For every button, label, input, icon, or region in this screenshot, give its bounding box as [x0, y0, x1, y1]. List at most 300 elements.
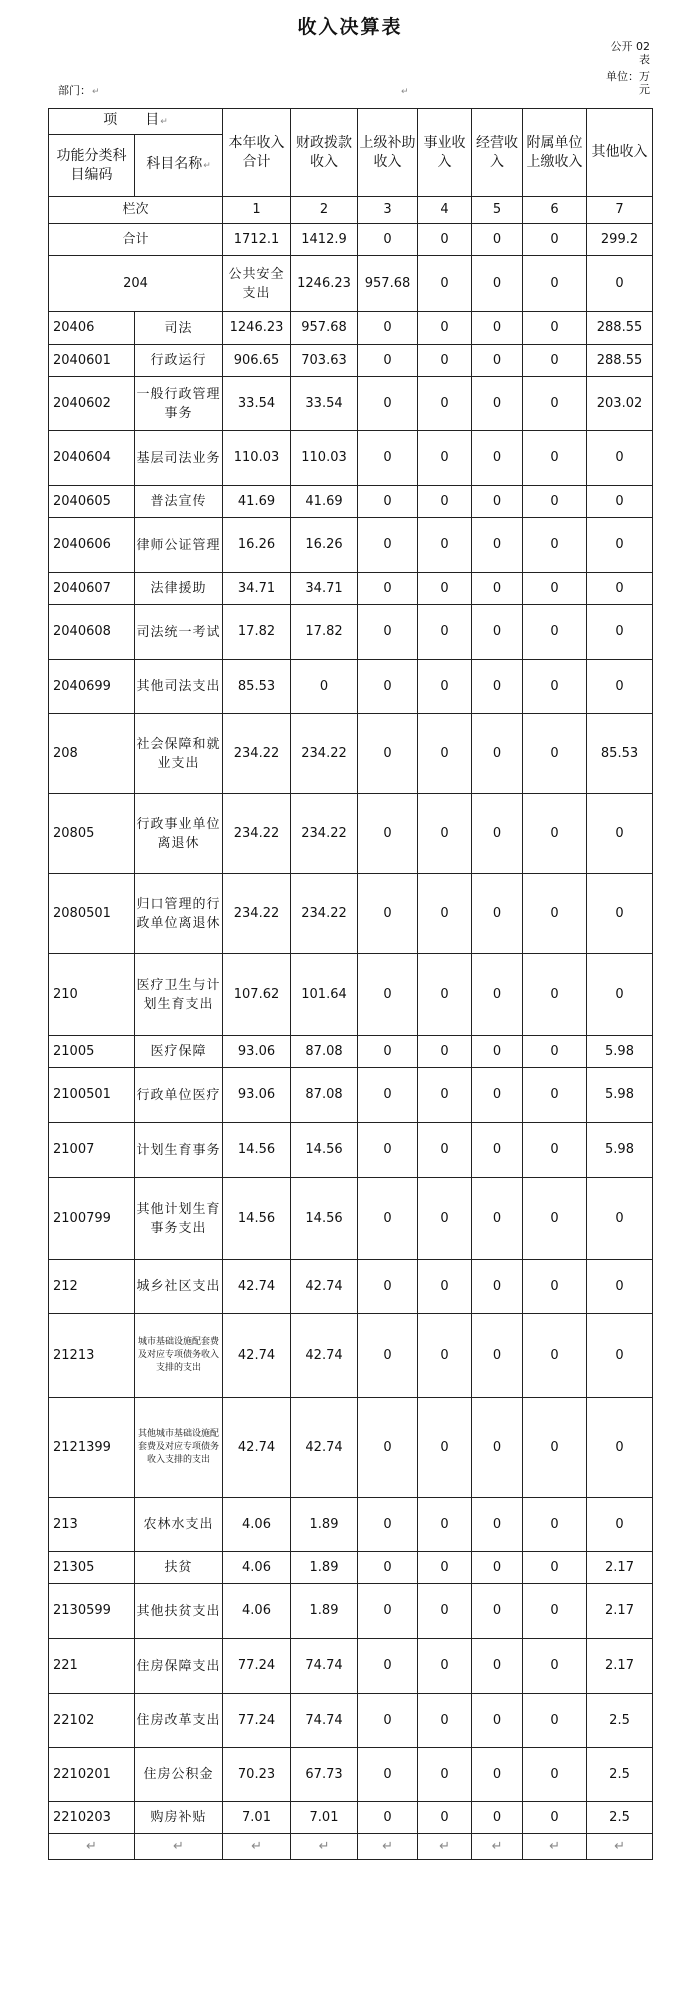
- value-cell: 234.22: [223, 714, 291, 794]
- total-label: 合计: [49, 224, 223, 256]
- value-cell: 0: [472, 431, 523, 486]
- total-value: 1712.1: [223, 224, 291, 256]
- value-cell: 0: [418, 605, 472, 660]
- subject-name-cell: 城市基础设施配套费及对应专项债务收入支排的支出: [135, 1314, 223, 1398]
- subject-name-cell: 住房改革支出: [135, 1694, 223, 1748]
- col-header-2: 财政拨款收入: [291, 109, 358, 197]
- subject-name-cell: 司法统一考试: [135, 605, 223, 660]
- subject-name-cell: 其他计划生育事务支出: [135, 1178, 223, 1260]
- table-row: [49, 518, 653, 573]
- value-cell: 1.89: [291, 1552, 358, 1584]
- value-cell: 0: [587, 1314, 653, 1398]
- value-cell: 0: [418, 431, 472, 486]
- value-cell: 0: [472, 714, 523, 794]
- value-cell: 0: [523, 1498, 587, 1552]
- table-row: [49, 1398, 653, 1498]
- value-cell: 0: [418, 377, 472, 431]
- empty-cell: ↵: [223, 1834, 291, 1860]
- empty-cell: ↵: [472, 1834, 523, 1860]
- value-cell: 0: [523, 573, 587, 605]
- subject-name-cell: 其他城市基础设施配套费及对应专项债务收入支排的支出: [135, 1398, 223, 1498]
- value-cell: 0: [418, 1694, 472, 1748]
- function-code-cell: 208: [49, 714, 135, 794]
- value-cell: 42.74: [291, 1260, 358, 1314]
- item-header: 项 目↵: [49, 109, 223, 135]
- value-cell: 0: [418, 874, 472, 954]
- value-cell: 0: [418, 518, 472, 573]
- value-cell: 0: [358, 1314, 418, 1398]
- function-code-cell: 221: [49, 1639, 135, 1694]
- value-cell: 0: [472, 486, 523, 518]
- value-cell: 0: [418, 1178, 472, 1260]
- value-cell: 0: [418, 1314, 472, 1398]
- value-cell: 0: [472, 874, 523, 954]
- subject-name-cell: 司法: [135, 312, 223, 345]
- value-cell: 0: [523, 714, 587, 794]
- value-cell: 1.89: [291, 1584, 358, 1639]
- value-cell: 0: [587, 874, 653, 954]
- function-code-cell: 2210203: [49, 1802, 135, 1834]
- value-cell: 0: [358, 1748, 418, 1802]
- subject-name-cell: 其他扶贫支出: [135, 1584, 223, 1639]
- value-cell: 288.55: [587, 312, 653, 345]
- value-cell: 0: [472, 1639, 523, 1694]
- value-cell: 0: [587, 1260, 653, 1314]
- col-header-7: 其他收入: [587, 109, 653, 197]
- value-cell: 0: [523, 1123, 587, 1178]
- value-cell: 0: [472, 1498, 523, 1552]
- value-cell: 0: [358, 1068, 418, 1123]
- value-cell: 0: [418, 660, 472, 714]
- subject-name-cell: 住房保障支出: [135, 1639, 223, 1694]
- value-cell: 0: [418, 1398, 472, 1498]
- function-code-cell: 2121399: [49, 1398, 135, 1498]
- value-cell: 0: [358, 1260, 418, 1314]
- value-cell: 0: [472, 1178, 523, 1260]
- value-cell: 0: [358, 1584, 418, 1639]
- value-cell: 14.56: [291, 1178, 358, 1260]
- value-cell: 77.24: [223, 1694, 291, 1748]
- value-cell: 0: [523, 1694, 587, 1748]
- value-cell: 41.69: [291, 486, 358, 518]
- value-cell: 0: [472, 605, 523, 660]
- value-cell: 234.22: [223, 874, 291, 954]
- value-cell: 2.5: [587, 1694, 653, 1748]
- value-cell: 0: [472, 573, 523, 605]
- subject-name-cell: 扶贫: [135, 1552, 223, 1584]
- revenue-table: [48, 108, 653, 1860]
- value-cell: 41.69: [223, 486, 291, 518]
- value-cell: 703.63: [291, 345, 358, 377]
- empty-cell: ↵: [587, 1834, 653, 1860]
- value-cell: 17.82: [223, 605, 291, 660]
- table-row: [49, 1314, 653, 1398]
- value-cell: 0: [418, 345, 472, 377]
- subject-name-cell: 社会保障和就业支出: [135, 714, 223, 794]
- function-code-cell: 2040699: [49, 660, 135, 714]
- function-code-cell: 22102: [49, 1694, 135, 1748]
- subject-name-cell: 归口管理的行政单位离退休: [135, 874, 223, 954]
- empty-cell: ↵: [523, 1834, 587, 1860]
- form-number: 公开 02 表: [610, 40, 650, 66]
- subject-name-cell: 医疗保障: [135, 1036, 223, 1068]
- empty-row: [49, 1834, 653, 1860]
- table-row: [49, 954, 653, 1036]
- value-cell: 0: [587, 486, 653, 518]
- value-cell: 14.56: [223, 1123, 291, 1178]
- value-cell: 0: [523, 1639, 587, 1694]
- value-cell: 110.03: [223, 431, 291, 486]
- col-header-4: 事业收入: [418, 109, 472, 197]
- subject-name-cell: 其他司法支出: [135, 660, 223, 714]
- value-cell: 0: [358, 1498, 418, 1552]
- value-cell: 0: [472, 954, 523, 1036]
- function-code-cell: 213: [49, 1498, 135, 1552]
- value-cell: 0: [472, 794, 523, 874]
- value-cell: 93.06: [223, 1036, 291, 1068]
- value-cell: 0: [358, 874, 418, 954]
- value-cell: 0: [358, 312, 418, 345]
- value-cell: 0: [472, 1260, 523, 1314]
- value-cell: 34.71: [291, 573, 358, 605]
- value-cell: 0: [523, 1068, 587, 1123]
- value-cell: 74.74: [291, 1694, 358, 1748]
- value-cell: 0: [358, 1552, 418, 1584]
- total-value: 1412.9: [291, 224, 358, 256]
- value-cell: 0: [587, 256, 653, 312]
- value-cell: 234.22: [291, 874, 358, 954]
- subject-name-cell: 行政单位医疗: [135, 1068, 223, 1123]
- value-cell: 0: [472, 1068, 523, 1123]
- value-cell: 2.17: [587, 1552, 653, 1584]
- subject-name-cell: 住房公积金: [135, 1748, 223, 1802]
- subject-name-cell: 一般行政管理事务: [135, 377, 223, 431]
- column-number: 7: [587, 197, 653, 224]
- value-cell: 0: [587, 794, 653, 874]
- empty-cell: ↵: [358, 1834, 418, 1860]
- table-row: [49, 377, 653, 431]
- subject-name-cell: 法律援助: [135, 573, 223, 605]
- column-number: 4: [418, 197, 472, 224]
- department-label: 部门：↵: [58, 84, 100, 97]
- value-cell: 1246.23: [223, 312, 291, 345]
- value-cell: 234.22: [291, 714, 358, 794]
- value-cell: 0: [418, 794, 472, 874]
- value-cell: 0: [418, 1260, 472, 1314]
- value-cell: 0: [523, 431, 587, 486]
- table-row: [49, 573, 653, 605]
- value-cell: 4.06: [223, 1584, 291, 1639]
- value-cell: 0: [523, 660, 587, 714]
- value-cell: 77.24: [223, 1639, 291, 1694]
- function-code-cell: 2040602: [49, 377, 135, 431]
- value-cell: 0: [472, 1552, 523, 1584]
- subject-name-cell: 农林水支出: [135, 1498, 223, 1552]
- total-value: 299.2: [587, 224, 653, 256]
- column-number: 1: [223, 197, 291, 224]
- function-code-cell: 2210201: [49, 1748, 135, 1802]
- table-row: [49, 312, 653, 345]
- value-cell: 0: [523, 345, 587, 377]
- empty-cell: ↵: [291, 1834, 358, 1860]
- value-cell: 67.73: [291, 1748, 358, 1802]
- value-cell: 0: [418, 954, 472, 1036]
- function-code-cell: 2040604: [49, 431, 135, 486]
- value-cell: 110.03: [291, 431, 358, 486]
- value-cell: 203.02: [587, 377, 653, 431]
- value-cell: 0: [358, 954, 418, 1036]
- value-cell: 0: [472, 660, 523, 714]
- value-cell: 0: [418, 1036, 472, 1068]
- subject-name-cell: 律师公证管理: [135, 518, 223, 573]
- value-cell: 0: [472, 1123, 523, 1178]
- value-cell: 0: [587, 1178, 653, 1260]
- value-cell: 0: [523, 377, 587, 431]
- value-cell: 0: [587, 660, 653, 714]
- function-code-cell: 2080501: [49, 874, 135, 954]
- value-cell: 0: [418, 1802, 472, 1834]
- table-row: [49, 1123, 653, 1178]
- empty-cell: ↵: [418, 1834, 472, 1860]
- value-cell: 0: [472, 1748, 523, 1802]
- value-cell: 288.55: [587, 345, 653, 377]
- value-cell: 0: [587, 431, 653, 486]
- column-number-label: 栏次: [49, 197, 223, 224]
- value-cell: 0: [472, 256, 523, 312]
- function-code-cell: 2040605: [49, 486, 135, 518]
- value-cell: 957.68: [358, 256, 418, 312]
- value-cell: 0: [472, 312, 523, 345]
- subject-name-cell: 行政运行: [135, 345, 223, 377]
- value-cell: 0: [472, 1584, 523, 1639]
- subject-name-cell: 城乡社区支出: [135, 1260, 223, 1314]
- function-code-cell: 20805: [49, 794, 135, 874]
- subject-name-cell: 计划生育事务: [135, 1123, 223, 1178]
- subject-name-cell: 基层司法业务: [135, 431, 223, 486]
- value-cell: 42.74: [223, 1314, 291, 1398]
- column-number: 2: [291, 197, 358, 224]
- value-cell: 42.74: [223, 1398, 291, 1498]
- value-cell: 0: [587, 1498, 653, 1552]
- function-code-cell: 212: [49, 1260, 135, 1314]
- value-cell: 0: [587, 605, 653, 660]
- subject-name-cell: 购房补贴: [135, 1802, 223, 1834]
- value-cell: 0: [523, 1314, 587, 1398]
- value-cell: 0: [418, 1068, 472, 1123]
- total-row: [49, 224, 653, 256]
- value-cell: 0: [523, 1260, 587, 1314]
- value-cell: 0: [358, 605, 418, 660]
- table-row: [49, 1036, 653, 1068]
- table-row: [49, 714, 653, 794]
- func-code-header: 功能分类科目编码: [49, 135, 135, 197]
- table-row: [49, 1748, 653, 1802]
- value-cell: 0: [358, 573, 418, 605]
- value-cell: 17.82: [291, 605, 358, 660]
- value-cell: 0: [523, 1584, 587, 1639]
- value-cell: 2.17: [587, 1584, 653, 1639]
- table-row: [49, 256, 653, 312]
- value-cell: 16.26: [223, 518, 291, 573]
- function-code-cell: 2100799: [49, 1178, 135, 1260]
- table-body: [49, 109, 653, 1860]
- value-cell: 0: [523, 486, 587, 518]
- value-cell: 0: [358, 660, 418, 714]
- value-cell: 70.23: [223, 1748, 291, 1802]
- table-row: [49, 486, 653, 518]
- function-code-cell: 2040606: [49, 518, 135, 573]
- value-cell: 0: [523, 794, 587, 874]
- value-cell: 0: [358, 518, 418, 573]
- value-cell: 0: [523, 1036, 587, 1068]
- value-cell: 33.54: [223, 377, 291, 431]
- value-cell: 0: [523, 312, 587, 345]
- value-cell: 33.54: [291, 377, 358, 431]
- value-cell: 42.74: [291, 1398, 358, 1498]
- value-cell: 16.26: [291, 518, 358, 573]
- value-cell: 0: [358, 377, 418, 431]
- value-cell: 0: [418, 312, 472, 345]
- subject-name-cell: 行政事业单位离退休: [135, 794, 223, 874]
- value-cell: 0: [418, 256, 472, 312]
- value-cell: 0: [418, 1552, 472, 1584]
- value-cell: 0: [472, 1694, 523, 1748]
- value-cell: 0: [472, 1314, 523, 1398]
- value-cell: 7.01: [223, 1802, 291, 1834]
- value-cell: 4.06: [223, 1552, 291, 1584]
- table-row: [49, 345, 653, 377]
- value-cell: 85.53: [587, 714, 653, 794]
- value-cell: 0: [358, 1639, 418, 1694]
- value-cell: 0: [523, 954, 587, 1036]
- function-code-cell: 210: [49, 954, 135, 1036]
- value-cell: 0: [418, 1748, 472, 1802]
- function-code-cell: 204: [49, 256, 223, 312]
- empty-cell: ↵: [49, 1834, 135, 1860]
- function-code-cell: 2040601: [49, 345, 135, 377]
- value-cell: 0: [418, 714, 472, 794]
- header-row-1: [49, 109, 653, 135]
- table-row: [49, 605, 653, 660]
- value-cell: 0: [587, 1398, 653, 1498]
- value-cell: 公共安全支出: [223, 256, 291, 312]
- value-cell: 234.22: [291, 794, 358, 874]
- table-row: [49, 1552, 653, 1584]
- value-cell: 0: [472, 345, 523, 377]
- value-cell: 0: [358, 794, 418, 874]
- value-cell: 1.89: [291, 1498, 358, 1552]
- total-value: 0: [358, 224, 418, 256]
- value-cell: 906.65: [223, 345, 291, 377]
- value-cell: 0: [523, 1178, 587, 1260]
- col-header-5: 经营收入: [472, 109, 523, 197]
- value-cell: 14.56: [291, 1123, 358, 1178]
- value-cell: 0: [523, 605, 587, 660]
- function-code-cell: 21007: [49, 1123, 135, 1178]
- table-row: [49, 874, 653, 954]
- value-cell: 4.06: [223, 1498, 291, 1552]
- value-cell: 87.08: [291, 1068, 358, 1123]
- subject-name-cell: 普法宣传: [135, 486, 223, 518]
- value-cell: 0: [291, 660, 358, 714]
- subject-name-cell: 医疗卫生与计划生育支出: [135, 954, 223, 1036]
- col-header-6: 附属单位上缴收入: [523, 109, 587, 197]
- col-header-1: 本年收入合计: [223, 109, 291, 197]
- value-cell: 0: [523, 518, 587, 573]
- value-cell: 957.68: [291, 312, 358, 345]
- table-row: [49, 1584, 653, 1639]
- value-cell: 0: [587, 518, 653, 573]
- value-cell: 0: [358, 1178, 418, 1260]
- table-row: [49, 1694, 653, 1748]
- column-number-row: [49, 197, 653, 224]
- value-cell: 0: [358, 486, 418, 518]
- function-code-cell: 2040607: [49, 573, 135, 605]
- table-row: [49, 794, 653, 874]
- value-cell: 5.98: [587, 1123, 653, 1178]
- value-cell: 42.74: [223, 1260, 291, 1314]
- value-cell: 0: [472, 518, 523, 573]
- value-cell: 0: [418, 573, 472, 605]
- value-cell: 0: [358, 714, 418, 794]
- column-number: 3: [358, 197, 418, 224]
- value-cell: 87.08: [291, 1036, 358, 1068]
- value-cell: 0: [523, 1802, 587, 1834]
- col-header-3: 上级补助收入: [358, 109, 418, 197]
- value-cell: 34.71: [223, 573, 291, 605]
- value-cell: 0: [472, 1036, 523, 1068]
- table-row: [49, 431, 653, 486]
- value-cell: 0: [358, 1398, 418, 1498]
- value-cell: 0: [358, 1036, 418, 1068]
- column-number: 5: [472, 197, 523, 224]
- value-cell: 42.74: [291, 1314, 358, 1398]
- value-cell: 14.56: [223, 1178, 291, 1260]
- value-cell: 2.17: [587, 1639, 653, 1694]
- unit-label: 单位：万元: [606, 70, 650, 96]
- empty-cell: ↵: [135, 1834, 223, 1860]
- value-cell: 0: [472, 1398, 523, 1498]
- table-row: [49, 1802, 653, 1834]
- value-cell: 0: [358, 1802, 418, 1834]
- column-number: 6: [523, 197, 587, 224]
- total-value: 0: [472, 224, 523, 256]
- value-cell: 0: [587, 954, 653, 1036]
- value-cell: 0: [358, 431, 418, 486]
- table-row: [49, 660, 653, 714]
- value-cell: 0: [523, 1552, 587, 1584]
- value-cell: 234.22: [223, 794, 291, 874]
- function-code-cell: 21305: [49, 1552, 135, 1584]
- value-cell: 0: [523, 874, 587, 954]
- subject-name-header: 科目名称↵: [135, 135, 223, 197]
- value-cell: 85.53: [223, 660, 291, 714]
- value-cell: 7.01: [291, 1802, 358, 1834]
- function-code-cell: 2040608: [49, 605, 135, 660]
- value-cell: 74.74: [291, 1639, 358, 1694]
- table-row: [49, 1178, 653, 1260]
- table-row: [49, 1498, 653, 1552]
- value-cell: 93.06: [223, 1068, 291, 1123]
- function-code-cell: 2130599: [49, 1584, 135, 1639]
- value-cell: 1246.23: [291, 256, 358, 312]
- return-mark: ↵: [401, 87, 409, 97]
- table-row: [49, 1260, 653, 1314]
- value-cell: 0: [523, 256, 587, 312]
- value-cell: 5.98: [587, 1036, 653, 1068]
- value-cell: 0: [418, 1498, 472, 1552]
- function-code-cell: 21005: [49, 1036, 135, 1068]
